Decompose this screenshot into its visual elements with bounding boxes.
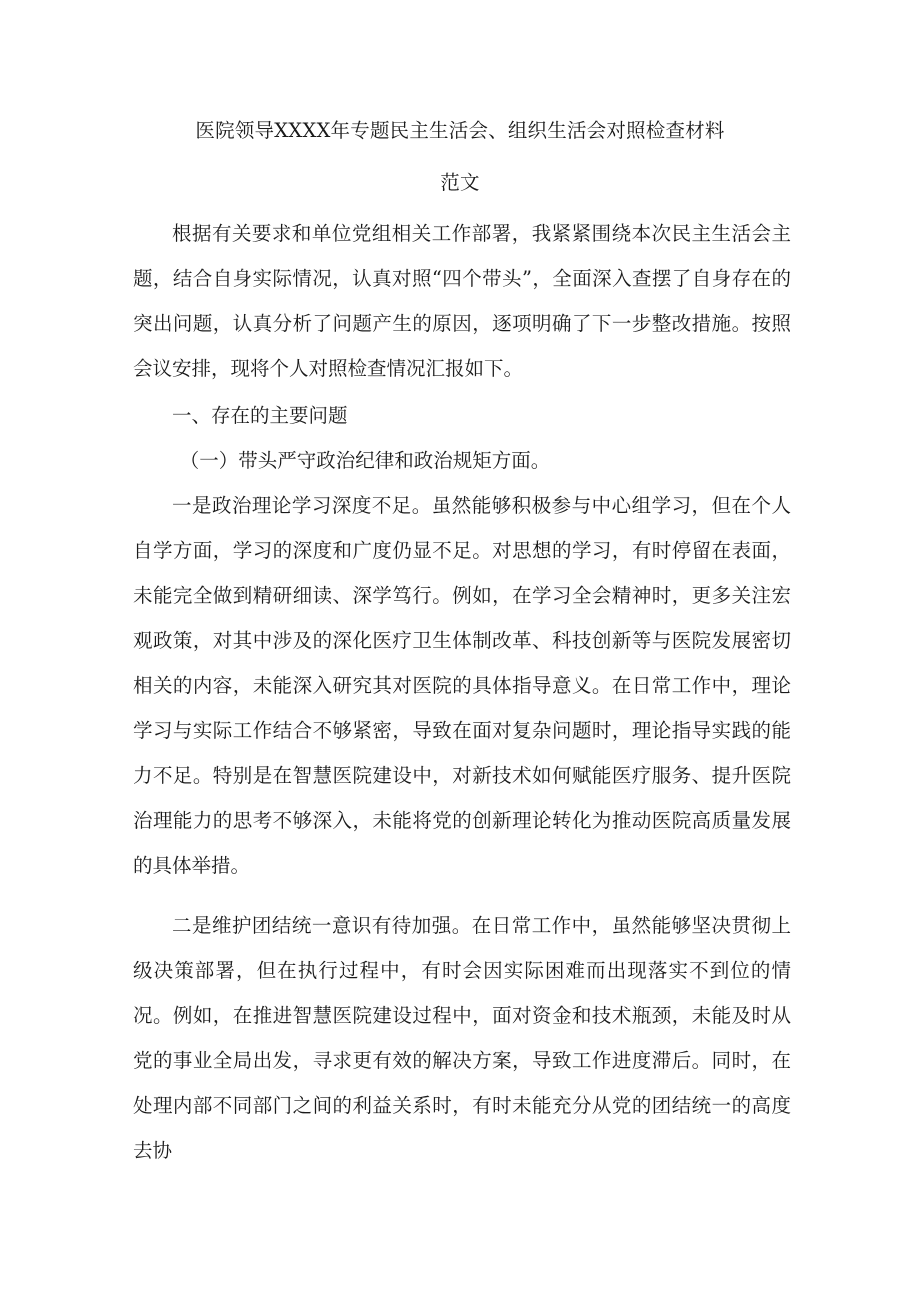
- section-heading-problems: 一、存在的主要问题: [172, 404, 348, 427]
- subsection-heading-political-discipline: （一）带头严守政治纪律和政治规矩方面。: [179, 449, 551, 472]
- document-subtitle: 范文: [440, 171, 480, 194]
- point-paragraph-theory-study: 一是政治理论学习深度不足。虽然能够积极参与中心组学习，但在个人自学方面，学习的深度和广度仍显不足。对思想的学习，有时停留在表面，未能完全做到精研细读、深学笃行。例如，在学习全会精神时，更多关注宏观政策，对其中涉及的深化医疗卫生体制改革、科技创新等与医院发展密切相关的内容，未能深入研究其对医院的具体指导意义。在日常工作中，理论学习与实际工作结合不够紧密，导致在面对复杂问题时，理论指导实践的能力不足。特别是在智慧医院建设中，对新技术如何赋能医疗服务、提升医院治理能力的思考不够深入，未能将党的创新理论转化为推动医院高质量发展的具体举措。: [133, 494, 791, 877]
- document-title: 医院领导XXXX年专题民主生活会、组织生活会对照检查材料: [195, 119, 725, 142]
- intro-paragraph: 根据有关要求和单位党组相关工作部署，我紧紧围绕本次民主生活会主题，结合自身实际情况，认真对照“四个带头”，全面深入查摆了自身存在的突出问题，认真分析了问题产生的原因，逐项明确了下一步整改措施。按照会议安排，现将个人对照检查情况汇报如下。: [133, 222, 791, 380]
- document-body: [133, 211, 791, 1173]
- point-paragraph-unity: 二是维护团结统一意识有待加强。在日常工作中，虽然能够坚决贯彻上级决策部署，但在执行过程中，有时会因实际困难而出现落实不到位的情况。例如，在推进智慧医院建设过程中，面对资金和技术瓶颈，未能及时从党的事业全局出发，寻求更有效的解决方案，导致工作进度滞后。同时，在处理内部不同部门之间的利益关系时，有时未能充分从党的团结统一的高度去协: [133, 914, 791, 1162]
